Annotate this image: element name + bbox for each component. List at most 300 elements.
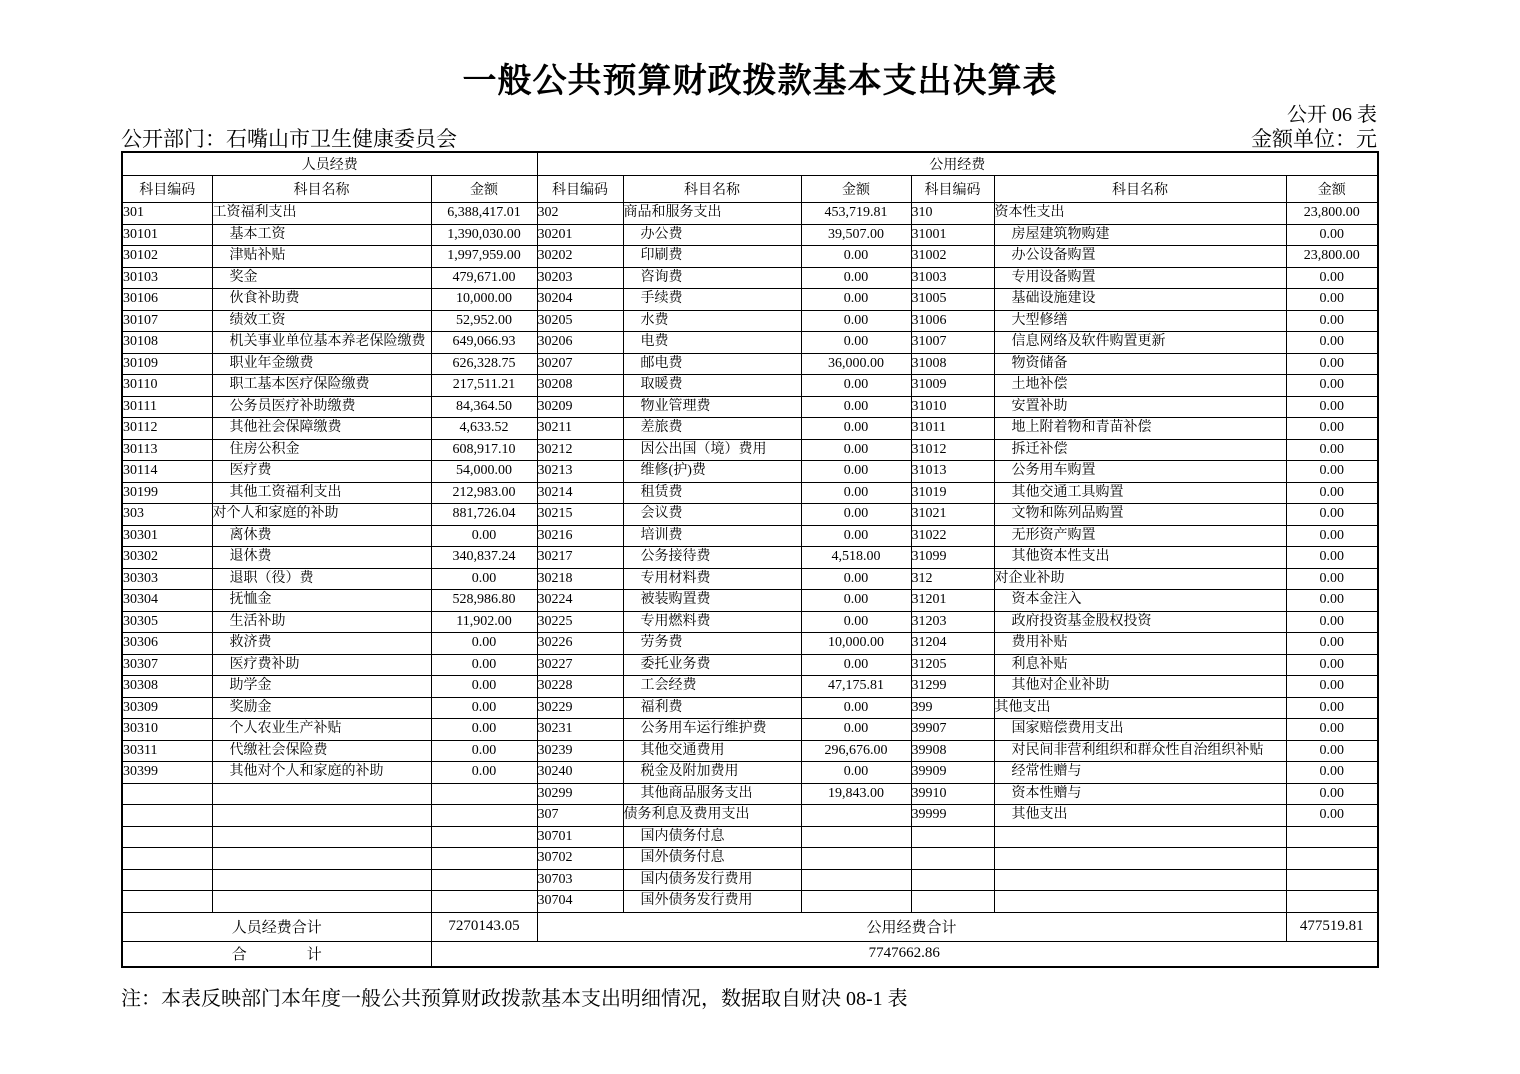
amount-cell: 0.00 [801,590,911,612]
name-cell: 工资福利支出 [212,203,431,225]
form-number: 公开 06 表 [1287,104,1377,126]
amount-cell: 0.00 [1286,719,1378,741]
code-cell: 30231 [537,719,623,741]
code-cell: 31009 [911,375,994,397]
amount-cell: 0.00 [431,740,537,762]
amount-cell [801,869,911,891]
name-cell: 租赁费 [623,482,801,504]
table-row [122,439,1378,461]
code-cell: 30308 [122,676,212,698]
code-cell [911,869,994,891]
code-cell: 30113 [122,439,212,461]
public-total-value: 477519.81 [1286,912,1378,941]
amount-cell: 528,986.80 [431,590,537,612]
code-cell: 30303 [122,568,212,590]
code-cell: 39908 [911,740,994,762]
name-cell: 专用材料费 [623,568,801,590]
code-cell: 30306 [122,633,212,655]
code-cell: 30114 [122,461,212,483]
name-cell: 因公出国（境）费用 [623,439,801,461]
code-cell: 399 [911,697,994,719]
name-cell: 商品和服务支出 [623,203,801,225]
name-cell: 公务接待费 [623,547,801,569]
amount-cell: 0.00 [1286,783,1378,805]
col-header-name-3: 科目名称 [994,176,1286,203]
amount-cell: 1,997,959.00 [431,246,537,268]
name-cell [994,826,1286,848]
code-cell: 39907 [911,719,994,741]
amount-cell: 0.00 [801,762,911,784]
col-header-amount-2: 金额 [801,176,911,203]
name-cell: 住房公积金 [212,439,431,461]
code-cell: 30206 [537,332,623,354]
name-cell: 助学金 [212,676,431,698]
name-cell: 其他支出 [994,805,1286,827]
table-row [122,547,1378,569]
code-cell: 30228 [537,676,623,698]
table-row [122,654,1378,676]
code-cell [911,826,994,848]
amount-cell [801,805,911,827]
code-cell: 30106 [122,289,212,311]
table-row [122,676,1378,698]
name-cell: 公务用车购置 [994,461,1286,483]
group-header-public: 公用经费 [537,152,1378,176]
name-cell: 委托业务费 [623,654,801,676]
code-cell: 30225 [537,611,623,633]
name-cell: 差旅费 [623,418,801,440]
col-header-code-2: 科目编码 [537,176,623,203]
name-cell: 退职（役）费 [212,568,431,590]
amount-cell: 0.00 [801,267,911,289]
code-cell: 30299 [537,783,623,805]
code-cell: 30302 [122,547,212,569]
amount-cell: 0.00 [431,525,537,547]
amount-cell: 0.00 [431,654,537,676]
name-cell: 地上附着物和青苗补偿 [994,418,1286,440]
name-cell: 工会经费 [623,676,801,698]
name-cell: 培训费 [623,525,801,547]
code-cell: 30199 [122,482,212,504]
amount-cell: 479,671.00 [431,267,537,289]
name-cell: 咨询费 [623,267,801,289]
name-cell: 办公费 [623,224,801,246]
amount-cell: 0.00 [431,633,537,655]
amount-cell: 0.00 [1286,482,1378,504]
code-cell: 30307 [122,654,212,676]
amount-cell: 0.00 [801,418,911,440]
amount-cell: 0.00 [1286,267,1378,289]
code-cell [122,869,212,891]
col-header-amount-3: 金额 [1286,176,1378,203]
name-cell [994,869,1286,891]
name-cell: 退休费 [212,547,431,569]
code-cell: 30108 [122,332,212,354]
amount-cell: 0.00 [1286,525,1378,547]
name-cell: 基础设施建设 [994,289,1286,311]
name-cell: 无形资产购置 [994,525,1286,547]
name-cell: 被装购置费 [623,590,801,612]
table-row [122,826,1378,848]
amount-cell: 0.00 [1286,762,1378,784]
amount-cell: 23,800.00 [1286,246,1378,268]
amount-cell: 0.00 [1286,697,1378,719]
amount-cell: 0.00 [801,310,911,332]
amount-cell: 0.00 [1286,461,1378,483]
code-cell: 30214 [537,482,623,504]
name-cell: 印刷费 [623,246,801,268]
code-cell [122,826,212,848]
name-cell: 国内债务付息 [623,826,801,848]
grand-total-label: 合 计 [122,941,431,967]
amount-cell: 0.00 [801,461,911,483]
name-cell [212,826,431,848]
table-row [122,289,1378,311]
code-cell: 30701 [537,826,623,848]
code-cell: 31205 [911,654,994,676]
name-cell: 其他交通费用 [623,740,801,762]
table-row [122,719,1378,741]
table-row [122,332,1378,354]
note: 注：本表反映部门本年度一般公共预算财政拨款基本支出明细情况，数据取自财决 08-1 表 [121,987,908,1010]
meta-row [121,128,1377,151]
name-cell: 其他交通工具购置 [994,482,1286,504]
table-row [122,762,1378,784]
table-row [122,396,1378,418]
amount-cell: 0.00 [1286,676,1378,698]
amount-cell: 0.00 [1286,224,1378,246]
table-row [122,246,1378,268]
grand-total-value: 7747662.86 [431,941,1378,967]
amount-cell: 0.00 [1286,633,1378,655]
code-cell: 31203 [911,611,994,633]
amount-cell: 340,837.24 [431,547,537,569]
amount-cell: 608,917.10 [431,439,537,461]
column-header-row [122,176,1378,203]
code-cell: 30212 [537,439,623,461]
code-cell: 30203 [537,267,623,289]
name-cell: 公务员医疗补助缴费 [212,396,431,418]
group-header-row [122,152,1378,176]
amount-cell: 0.00 [431,697,537,719]
amount-cell: 84,364.50 [431,396,537,418]
name-cell: 绩效工资 [212,310,431,332]
name-cell [994,891,1286,913]
amount-cell: 0.00 [801,332,911,354]
table-row [122,482,1378,504]
code-cell: 31002 [911,246,994,268]
public-total-label: 公用经费合计 [537,912,1286,941]
name-cell: 其他对个人和家庭的补助 [212,762,431,784]
amount-cell [1286,826,1378,848]
amount-cell: 212,983.00 [431,482,537,504]
name-cell [212,783,431,805]
amount-cell: 0.00 [1286,396,1378,418]
name-cell: 资本性支出 [994,203,1286,225]
col-header-code-3: 科目编码 [911,176,994,203]
name-cell: 手续费 [623,289,801,311]
name-cell: 救济费 [212,633,431,655]
code-cell: 30207 [537,353,623,375]
amount-cell: 0.00 [1286,590,1378,612]
name-cell: 其他对企业补助 [994,676,1286,698]
code-cell: 30226 [537,633,623,655]
amount-cell: 0.00 [801,697,911,719]
name-cell: 福利费 [623,697,801,719]
name-cell: 伙食补助费 [212,289,431,311]
code-cell: 31005 [911,289,994,311]
name-cell: 离休费 [212,525,431,547]
code-cell: 303 [122,504,212,526]
amount-cell: 0.00 [1286,375,1378,397]
table-row [122,418,1378,440]
table-row [122,633,1378,655]
amount-cell: 0.00 [801,525,911,547]
table-row [122,267,1378,289]
amount-cell: 0.00 [801,654,911,676]
code-cell: 31001 [911,224,994,246]
table-row [122,848,1378,870]
code-cell: 30229 [537,697,623,719]
amount-cell: 10,000.00 [801,633,911,655]
code-cell: 30305 [122,611,212,633]
amount-cell: 36,000.00 [801,353,911,375]
amount-cell [431,848,537,870]
name-cell: 医疗费补助 [212,654,431,676]
personnel-total-label: 人员经费合计 [122,912,431,941]
amount-cell [801,826,911,848]
name-cell: 信息网络及软件购置更新 [994,332,1286,354]
amount-cell [801,891,911,913]
amount-cell: 0.00 [431,568,537,590]
code-cell: 31022 [911,525,994,547]
name-cell: 抚恤金 [212,590,431,612]
table-row [122,353,1378,375]
code-cell: 30702 [537,848,623,870]
amount-cell [1286,891,1378,913]
code-cell: 31099 [911,547,994,569]
amount-cell: 0.00 [1286,418,1378,440]
name-cell: 生活补助 [212,611,431,633]
code-cell: 31021 [911,504,994,526]
name-cell: 税金及附加费用 [623,762,801,784]
code-cell [122,848,212,870]
name-cell: 国外债务发行费用 [623,891,801,913]
name-cell: 基本工资 [212,224,431,246]
table-row [122,461,1378,483]
name-cell: 其他资本性支出 [994,547,1286,569]
name-cell: 其他社会保障缴费 [212,418,431,440]
name-cell [212,891,431,913]
name-cell: 资本金注入 [994,590,1286,612]
name-cell [212,848,431,870]
table-row [122,783,1378,805]
table-row [122,611,1378,633]
code-cell: 31006 [911,310,994,332]
code-cell: 30204 [537,289,623,311]
code-cell: 31011 [911,418,994,440]
col-header-name-1: 科目名称 [212,176,431,203]
name-cell: 文物和陈列品购置 [994,504,1286,526]
amount-cell: 626,328.75 [431,353,537,375]
budget-table [121,151,1379,968]
amount-cell: 11,902.00 [431,611,537,633]
name-cell: 机关事业单位基本养老保险缴费 [212,332,431,354]
code-cell: 30103 [122,267,212,289]
code-cell: 31012 [911,439,994,461]
amount-cell [1286,848,1378,870]
code-cell: 31010 [911,396,994,418]
code-cell: 30217 [537,547,623,569]
amount-cell: 0.00 [801,482,911,504]
code-cell: 30240 [537,762,623,784]
name-cell: 政府投资基金股权投资 [994,611,1286,633]
table-row [122,805,1378,827]
name-cell: 土地补偿 [994,375,1286,397]
amount-cell [801,848,911,870]
name-cell: 水费 [623,310,801,332]
department-label: 公开部门：石嘴山市卫生健康委员会 [121,127,457,151]
table-row [122,568,1378,590]
amount-cell: 0.00 [1286,547,1378,569]
group-header-personnel: 人员经费 [122,152,537,176]
amount-cell: 0.00 [801,568,911,590]
name-cell: 对民间非营利组织和群众性自治组织补贴 [994,740,1286,762]
name-cell: 债务利息及费用支出 [623,805,801,827]
name-cell: 代缴社会保险费 [212,740,431,762]
table-row [122,740,1378,762]
code-cell: 39999 [911,805,994,827]
name-cell: 职工基本医疗保险缴费 [212,375,431,397]
page-title: 一般公共预算财政拨款基本支出决算表 [462,62,1058,100]
name-cell: 取暖费 [623,375,801,397]
amount-cell: 0.00 [1286,353,1378,375]
amount-cell: 0.00 [1286,740,1378,762]
code-cell: 31008 [911,353,994,375]
amount-cell: 0.00 [1286,439,1378,461]
amount-cell: 217,511.21 [431,375,537,397]
name-cell: 国家赔偿费用支出 [994,719,1286,741]
name-cell: 房屋建筑物购建 [994,224,1286,246]
amount-cell [431,891,537,913]
amount-cell: 10,000.00 [431,289,537,311]
amount-cell: 47,175.81 [801,676,911,698]
name-cell: 拆迁补偿 [994,439,1286,461]
code-cell [122,783,212,805]
name-cell: 国内债务发行费用 [623,869,801,891]
name-cell [994,848,1286,870]
code-cell: 30112 [122,418,212,440]
amount-cell [431,826,537,848]
unit-label: 金额单位：元 [1251,127,1377,151]
amount-cell: 0.00 [431,676,537,698]
code-cell: 30239 [537,740,623,762]
code-cell: 30304 [122,590,212,612]
name-cell: 利息补贴 [994,654,1286,676]
code-cell: 30704 [537,891,623,913]
code-cell: 30301 [122,525,212,547]
amount-cell: 649,066.93 [431,332,537,354]
code-cell: 39910 [911,783,994,805]
name-cell: 对企业补助 [994,568,1286,590]
amount-cell: 54,000.00 [431,461,537,483]
code-cell [122,891,212,913]
name-cell: 会议费 [623,504,801,526]
name-cell: 大型修缮 [994,310,1286,332]
code-cell: 30205 [537,310,623,332]
name-cell: 物业管理费 [623,396,801,418]
code-cell: 31299 [911,676,994,698]
amount-cell: 296,676.00 [801,740,911,762]
col-header-name-2: 科目名称 [623,176,801,203]
code-cell [911,848,994,870]
code-cell: 30211 [537,418,623,440]
code-cell: 30201 [537,224,623,246]
code-cell: 30227 [537,654,623,676]
grand-total-row [122,941,1378,967]
table-row [122,891,1378,913]
code-cell: 30101 [122,224,212,246]
code-cell: 312 [911,568,994,590]
code-cell: 30102 [122,246,212,268]
amount-cell [1286,869,1378,891]
code-cell: 307 [537,805,623,827]
table-row [122,869,1378,891]
name-cell [212,869,431,891]
name-cell: 对个人和家庭的补助 [212,504,431,526]
code-cell [122,805,212,827]
code-cell: 31003 [911,267,994,289]
name-cell [212,805,431,827]
code-cell: 30218 [537,568,623,590]
name-cell: 公务用车运行维护费 [623,719,801,741]
code-cell: 301 [122,203,212,225]
name-cell: 电费 [623,332,801,354]
name-cell: 医疗费 [212,461,431,483]
code-cell: 30703 [537,869,623,891]
amount-cell: 0.00 [801,396,911,418]
amount-cell: 0.00 [801,611,911,633]
name-cell: 物资储备 [994,353,1286,375]
table-row [122,224,1378,246]
code-cell: 39909 [911,762,994,784]
name-cell: 津贴补贴 [212,246,431,268]
code-cell: 30209 [537,396,623,418]
code-cell: 30110 [122,375,212,397]
amount-cell: 23,800.00 [1286,203,1378,225]
code-cell: 30311 [122,740,212,762]
amount-cell: 0.00 [801,375,911,397]
amount-cell [431,869,537,891]
amount-cell: 6,388,417.01 [431,203,537,225]
amount-cell: 0.00 [1286,568,1378,590]
amount-cell: 19,843.00 [801,783,911,805]
amount-cell: 0.00 [1286,805,1378,827]
table-row [122,504,1378,526]
name-cell: 奖励金 [212,697,431,719]
name-cell: 安置补助 [994,396,1286,418]
amount-cell: 0.00 [1286,289,1378,311]
name-cell: 个人农业生产补贴 [212,719,431,741]
amount-cell: 52,952.00 [431,310,537,332]
col-header-amount-1: 金额 [431,176,537,203]
code-cell: 30208 [537,375,623,397]
name-cell: 专用设备购置 [994,267,1286,289]
code-cell: 31201 [911,590,994,612]
name-cell: 办公设备购置 [994,246,1286,268]
code-cell: 30224 [537,590,623,612]
code-cell: 30213 [537,461,623,483]
